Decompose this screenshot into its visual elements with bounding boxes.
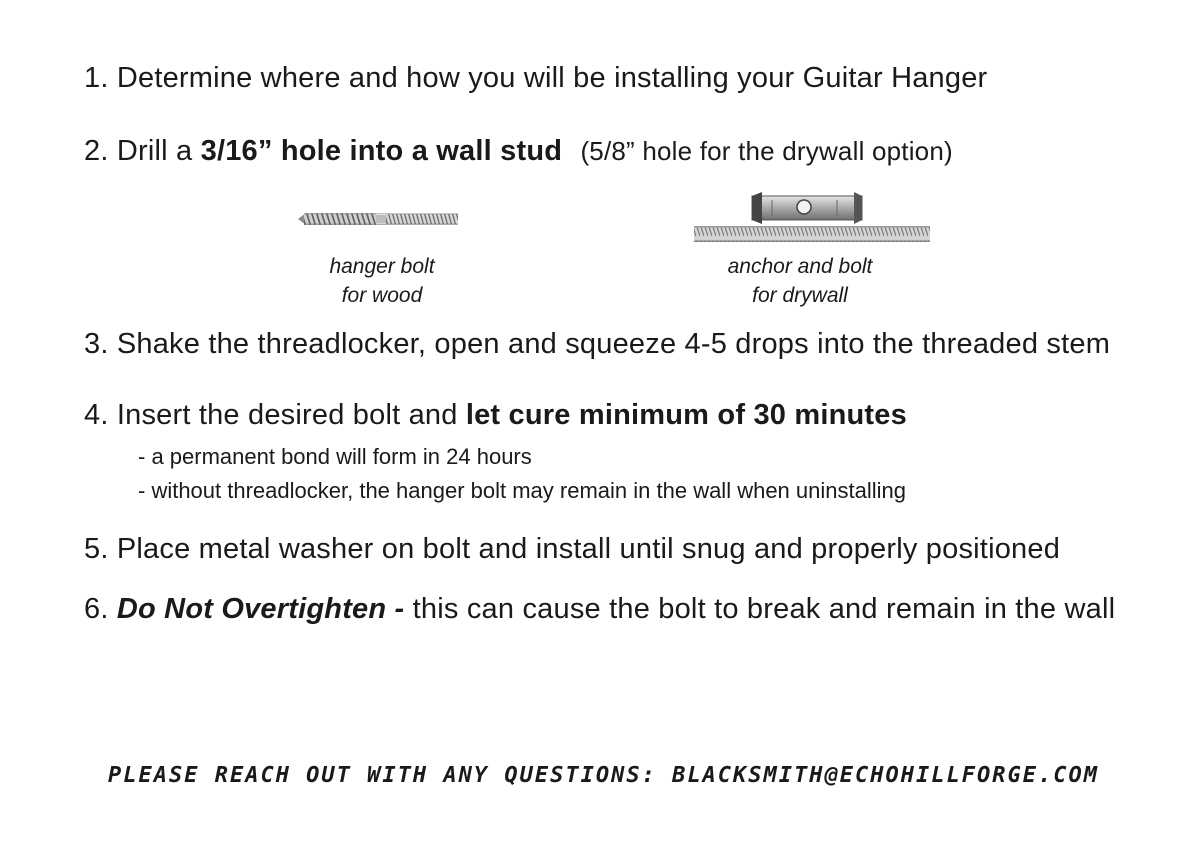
step-4 xyxy=(84,397,907,433)
step-4-text: Insert the desired bolt and xyxy=(116,399,466,431)
step-2-note: (5/8” hole for the drywall option) xyxy=(580,136,953,166)
step-6-number: 6. xyxy=(84,593,109,625)
step-3 xyxy=(84,326,1110,362)
step-3-number: 3. xyxy=(84,328,109,360)
step-5-number: 5. xyxy=(84,533,109,565)
hanger-bolt-icon xyxy=(296,208,460,230)
hanger-bolt-caption-line2: for wood xyxy=(341,284,423,307)
step-1 xyxy=(84,60,987,96)
step-1-number: 1. xyxy=(84,62,109,94)
anchor-bolt-caption xyxy=(700,252,900,310)
step-6-warning: Do Not Overtighten - xyxy=(116,593,405,625)
anchor-bolt-caption-line2: for drywall xyxy=(752,284,848,307)
anchor-bolt-icon xyxy=(692,190,932,246)
step-3-text: Shake the threadlocker, open and squeeze 4-5 drops into the threaded stem xyxy=(116,328,1111,360)
step-2-bold-text: 3/16” hole into a wall stud xyxy=(200,135,563,167)
step-2-text: Drill a xyxy=(116,135,201,167)
step-6-text: this can cause the bolt to break and remain in the wall xyxy=(404,593,1116,625)
step-2 xyxy=(84,133,953,169)
step-4-number: 4. xyxy=(84,399,109,431)
step-4-note-2: - without threadlocker, the hanger bolt may remain in the wall when uninstalling xyxy=(138,478,906,503)
step-6 xyxy=(84,591,1115,627)
step-4-bold-text: let cure minimum of 30 minutes xyxy=(465,399,907,431)
hanger-bolt-caption-line1: hanger bolt xyxy=(329,255,435,278)
anchor-bolt-caption-line1: anchor and bolt xyxy=(727,255,873,278)
step-1-text: Determine where and how you will be installing your Guitar Hanger xyxy=(116,62,988,94)
step-2-number: 2. xyxy=(84,135,109,167)
step-4-note-1: - a permanent bond will form in 24 hours xyxy=(138,444,532,469)
step-5-text: Place metal washer on bolt and install until snug and properly positioned xyxy=(116,533,1061,565)
hanger-bolt-caption xyxy=(302,252,462,310)
contact-footer: PLEASE REACH OUT WITH ANY QUESTIONS: BLACKSMITH@ECHOHILLFORGE.COM xyxy=(108,763,1099,788)
step-5 xyxy=(84,531,1060,567)
